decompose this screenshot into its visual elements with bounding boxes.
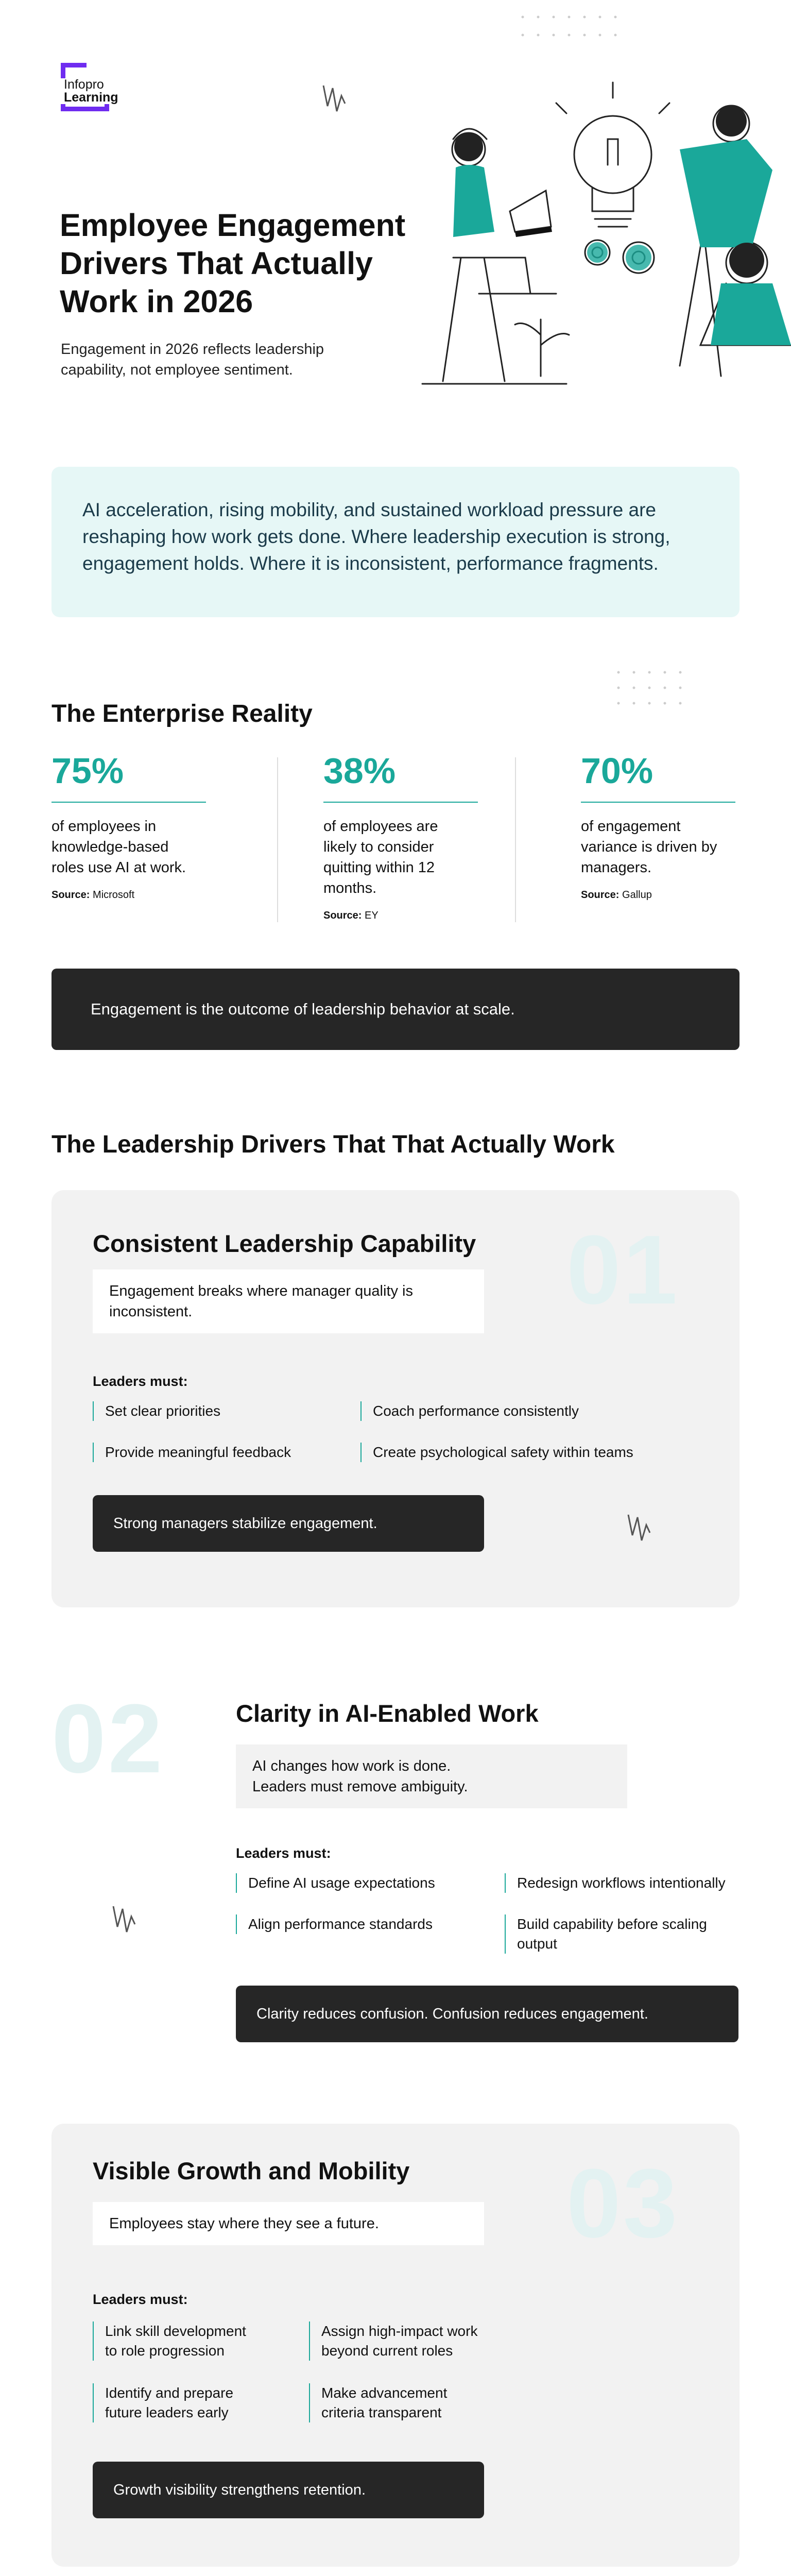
dot-grid-decoration: [616, 670, 698, 706]
stat-text-line: likely to consider: [323, 839, 434, 855]
action-item: [360, 1443, 700, 1462]
dot-grid-decoration: [520, 14, 623, 40]
driver-title: Clarity in AI-Enabled Work: [236, 1700, 539, 1727]
statement-line: Leaders must remove ambiguity.: [252, 1778, 468, 1795]
stat-text-line: of employees are: [323, 818, 438, 835]
action-item: [505, 1914, 742, 1954]
stat-text-line: managers.: [581, 859, 652, 876]
action-text: Identify and prepare: [105, 2385, 234, 2401]
stat-value: 70%: [581, 751, 654, 791]
action-item: [93, 2321, 299, 2361]
action-text: Make advancement: [321, 2385, 448, 2401]
action-text: Align performance standards: [248, 1916, 433, 1932]
logo-text-line2: Learning: [64, 90, 118, 105]
driver-statement: [236, 1744, 627, 1808]
stat-text-line: of employees in: [51, 818, 157, 835]
action-item: [309, 2321, 525, 2361]
driver-number: 03: [566, 2149, 680, 2258]
action-item: [93, 1401, 330, 1421]
stat-text-line: variance is driven by: [581, 839, 717, 855]
stat-text-line: knowledge-based: [51, 839, 169, 855]
stat-source: [581, 889, 746, 901]
driver-card-03: [51, 2124, 740, 2567]
driver-statement: [93, 2202, 484, 2245]
action-item: [309, 2383, 525, 2422]
squiggle-icon: [108, 1896, 139, 1947]
statement-line: Employees stay where they see a future.: [109, 2215, 379, 2232]
source-label: Source:: [51, 889, 90, 901]
stat-block: [51, 750, 216, 901]
stat-block: [581, 750, 746, 901]
driver-number: 01: [566, 1215, 680, 1325]
intro-panel: [51, 467, 740, 617]
intro-line: AI acceleration, rising mobility, and sustained workload pressure are: [82, 499, 656, 520]
action-text: future leaders early: [105, 2404, 229, 2420]
driver-number: 02: [51, 1684, 165, 1793]
reality-banner: Engagement is the outcome of leadership behavior at scale.: [51, 969, 740, 1050]
stat-text-line: months.: [323, 880, 377, 896]
action-item: [93, 2383, 299, 2422]
action-text: Assign high-impact work: [321, 2323, 478, 2339]
stat-block: [323, 750, 488, 922]
hero-title-line: Drivers That Actually: [60, 246, 373, 281]
hero-subtitle-line: Engagement in 2026 reflects leadership: [61, 341, 324, 358]
stat-source: [51, 889, 216, 901]
hero-title-line: Work in 2026: [60, 284, 253, 319]
hero-subtitle: [61, 339, 432, 380]
hero-subtitle-line: capability, not employee sentiment.: [61, 362, 293, 378]
squiggle-icon: [623, 1504, 654, 1556]
leaders-must-label: Leaders must:: [236, 1845, 331, 1861]
action-text: Create psychological safety within teams: [373, 1444, 633, 1460]
stat-value: 38%: [323, 751, 396, 791]
action-text: Set clear priorities: [105, 1403, 221, 1419]
action-text: beyond current roles: [321, 2343, 453, 2359]
action-item: [236, 1873, 493, 1893]
action-text: Coach performance consistently: [373, 1403, 579, 1419]
driver-card-01: [51, 1190, 740, 1607]
section-title-drivers: The Leadership Drivers That That Actually Work: [51, 1131, 615, 1158]
driver-banner: Clarity reduces confusion. Confusion reduces engagement.: [236, 1986, 738, 2042]
action-text: Define AI usage expectations: [248, 1875, 435, 1891]
intro-line: engagement holds. Where it is inconsistent, performance fragments.: [82, 553, 659, 574]
driver-statement: [93, 1269, 484, 1333]
driver-banner: Strong managers stabilize engagement.: [93, 1495, 484, 1552]
leaders-must-label: Leaders must:: [93, 2292, 188, 2307]
statement-line: Engagement breaks where manager quality is: [109, 1283, 413, 1299]
stat-source: [323, 910, 488, 922]
hero-title-line: Employee Engagement: [60, 208, 406, 243]
stat-text-line: quitting within 12: [323, 859, 435, 876]
stat-divider: [515, 757, 516, 922]
stat-text-line: roles use AI at work.: [51, 859, 186, 876]
squiggle-icon: [318, 75, 349, 127]
action-text: output: [517, 1936, 557, 1952]
source-label: Source:: [323, 910, 362, 921]
logo-text-line1: Infopro: [64, 77, 104, 92]
driver-title: Visible Growth and Mobility: [93, 2157, 410, 2184]
statement-line: inconsistent.: [109, 1303, 193, 1320]
action-text: Redesign workflows intentionally: [517, 1875, 726, 1891]
source-name: EY: [365, 910, 379, 921]
statement-line: AI changes how work is done.: [252, 1758, 451, 1774]
action-item: [93, 1443, 330, 1462]
source-name: Gallup: [622, 889, 652, 901]
hero-title: [60, 206, 431, 320]
action-text: criteria transparent: [321, 2404, 442, 2420]
source-name: Microsoft: [93, 889, 135, 901]
action-text: Link skill development: [105, 2323, 246, 2339]
stat-value: 75%: [51, 751, 124, 791]
stat-divider: [277, 757, 278, 922]
action-text: Provide meaningful feedback: [105, 1444, 291, 1460]
driver-title: Consistent Leadership Capability: [93, 1230, 476, 1257]
action-item: [360, 1401, 649, 1421]
team-collaboration-illustration: [412, 77, 791, 386]
source-label: Source:: [581, 889, 620, 901]
driver-banner: Growth visibility strengthens retention.: [93, 2462, 484, 2518]
driver-card-02: [51, 1684, 740, 2061]
action-text: to role progression: [105, 2343, 225, 2359]
section-title-reality: The Enterprise Reality: [51, 700, 313, 727]
stat-text-line: of engagement: [581, 818, 681, 835]
leaders-must-label: Leaders must:: [93, 1374, 188, 1389]
action-item: [236, 1914, 493, 1934]
action-text: Build capability before scaling: [517, 1916, 707, 1932]
intro-line: reshaping how work gets done. Where leadership execution is strong,: [82, 526, 670, 547]
action-item: [505, 1873, 742, 1893]
logo[interactable]: [61, 63, 118, 111]
